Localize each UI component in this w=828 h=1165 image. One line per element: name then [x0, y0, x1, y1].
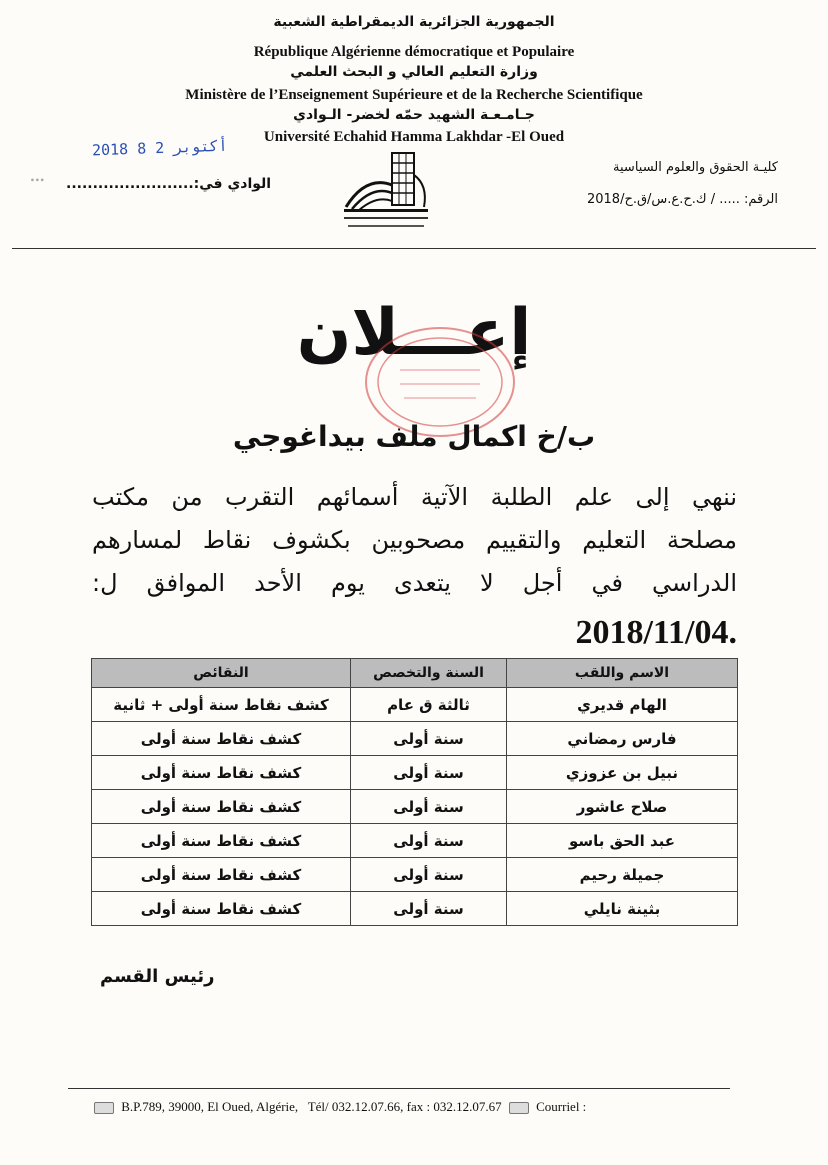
announcement-body: [92, 476, 737, 605]
table-row: [92, 892, 738, 926]
faculty-name: كليـة الحقوق والعلوم السياسية: [613, 160, 778, 175]
student-year: ثالثة ق عام: [351, 688, 507, 722]
body-line: ننهي إلى علم الطلبة الآتية أسمائهم التقرب من مكتب: [92, 483, 737, 511]
student-year: سنة أولى: [351, 722, 507, 756]
header-republic-fr: République Algérienne démocratique et Populaire: [253, 44, 575, 60]
header-republic-ar: الجمهورية الجزائرية الديمقراطية الشعبية: [273, 14, 555, 30]
student-missing: كشف نقاط سنة أولى: [92, 858, 351, 892]
header-ministry-fr: Ministère de l’Enseignement Supérieure et de la Recherche Scientifique: [185, 87, 643, 103]
student-name: نبيل بن عزوزي: [507, 756, 738, 790]
header-ministry-ar: وزارة التعليم العالي و البحث العلمي: [290, 64, 538, 80]
student-missing: كشف نقاط سنة أولى: [92, 722, 351, 756]
student-year: سنة أولى: [351, 756, 507, 790]
reference-number: الرقم: ..... / ك.ح.ع.س/ق.ح/2018: [586, 192, 778, 207]
students-table: [91, 658, 738, 926]
footer-address: B.P.789, 39000, El Oued, Algérie,: [121, 1099, 299, 1114]
footer: [90, 1099, 586, 1115]
footer-divider: [68, 1088, 730, 1089]
received-date-stamp: 2018 أكتوبر 2 8: [91, 136, 228, 160]
footer-phone-fax: Tél/ 032.12.07.66, fax : 032.12.07.67: [307, 1099, 502, 1114]
department-head-signature: رئيس القسم: [100, 966, 215, 987]
university-logo-icon: [336, 145, 436, 237]
header-university-ar: جـامـعـة الشهيد حمّه لخضر- الـوادي: [293, 107, 535, 123]
student-missing: كشف نقاط سنة أولى: [92, 824, 351, 858]
body-line: مصلحة التعليم والتقييم مصحوبين بكشوف نقاط لمسارهم: [92, 526, 737, 554]
student-name: بثينة نايلي: [507, 892, 738, 926]
page-title: إعـــلان: [296, 296, 532, 370]
student-year: سنة أولى: [351, 858, 507, 892]
table-row: [92, 790, 738, 824]
scan-mark: ∙∙∙: [30, 175, 45, 186]
student-year: سنة أولى: [351, 824, 507, 858]
student-name: فارس رمضاني: [507, 722, 738, 756]
student-name: عبد الحق باسو: [507, 824, 738, 858]
mail-icon: [509, 1102, 529, 1114]
column-header-name: الاسم واللقب: [507, 659, 738, 688]
student-name: الهام قديري: [507, 688, 738, 722]
student-missing: كشف نقاط سنة أولى + ثانية: [92, 688, 351, 722]
student-year: سنة أولى: [351, 790, 507, 824]
table-row: [92, 824, 738, 858]
table-row: [92, 722, 738, 756]
student-missing: كشف نقاط سنة أولى: [92, 790, 351, 824]
student-year: سنة أولى: [351, 892, 507, 926]
student-name: صلاح عاشور: [507, 790, 738, 824]
table-row: [92, 688, 738, 722]
column-header-year: السنة والتخصص: [351, 659, 507, 688]
column-header-missing: النقائص: [92, 659, 351, 688]
subtitle: ب/خ اكمال ملف بيداغوجي: [232, 420, 596, 453]
table-row: [92, 756, 738, 790]
el-oued-date-line: الوادي في:........................: [66, 176, 272, 192]
table-header-row: [92, 659, 738, 688]
footer-email-label: Courriel :: [536, 1099, 587, 1114]
table-row: [92, 858, 738, 892]
body-line: الدراسي في أجل لا يتعدى يوم الأحد الموافق ل:: [92, 569, 737, 597]
student-missing: كشف نقاط سنة أولى: [92, 892, 351, 926]
student-missing: كشف نقاط سنة أولى: [92, 756, 351, 790]
envelope-icon: [94, 1102, 114, 1114]
header-university-fr: Université Echahid Hamma Lakhdar -El Oued: [263, 129, 565, 145]
student-name: جميلة رحيم: [507, 858, 738, 892]
header-divider: [12, 248, 816, 249]
deadline-date: .2018/11/04: [575, 614, 737, 651]
